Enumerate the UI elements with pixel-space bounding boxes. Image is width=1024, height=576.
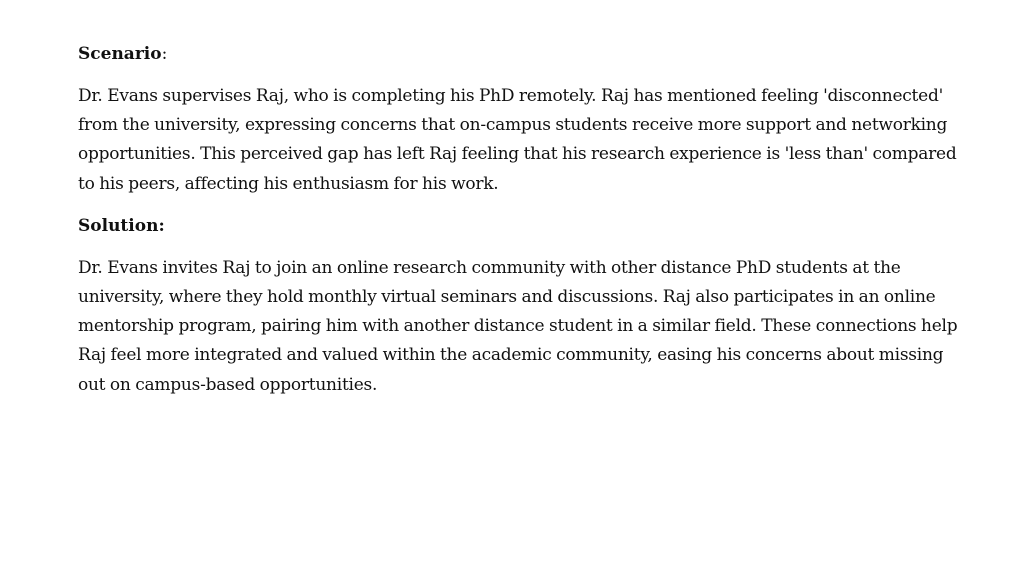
scenario-heading: [78, 40, 958, 69]
solution-paragraph: Dr. Evans invites Raj to join an online research community with other distance PhD students at the university, where they hold monthly virtual seminars and discussions. Raj also participates in an online mentorship program, pairing him with another distance student in a similar field. These connections help Raj feel more integrated and valued within the academic community, easing his concerns about missing out on campus-based opportunities.: [78, 257, 958, 395]
scenario-heading-colon: :: [161, 44, 168, 64]
scenario-paragraph: Dr. Evans supervises Raj, who is completing his PhD remotely. Raj has mentioned feeling 'disconnected' from the university, expressing concerns that on-campus students receive more support and networking opportunities. This perceived gap has left Raj feeling that his research experience is 'less than' compared to his peers, affecting his enthusiasm for his work.: [78, 86, 957, 194]
scenario-heading-label: Scenario: [78, 44, 162, 64]
document-body: [78, 40, 958, 413]
solution-heading: Solution:: [78, 215, 165, 236]
